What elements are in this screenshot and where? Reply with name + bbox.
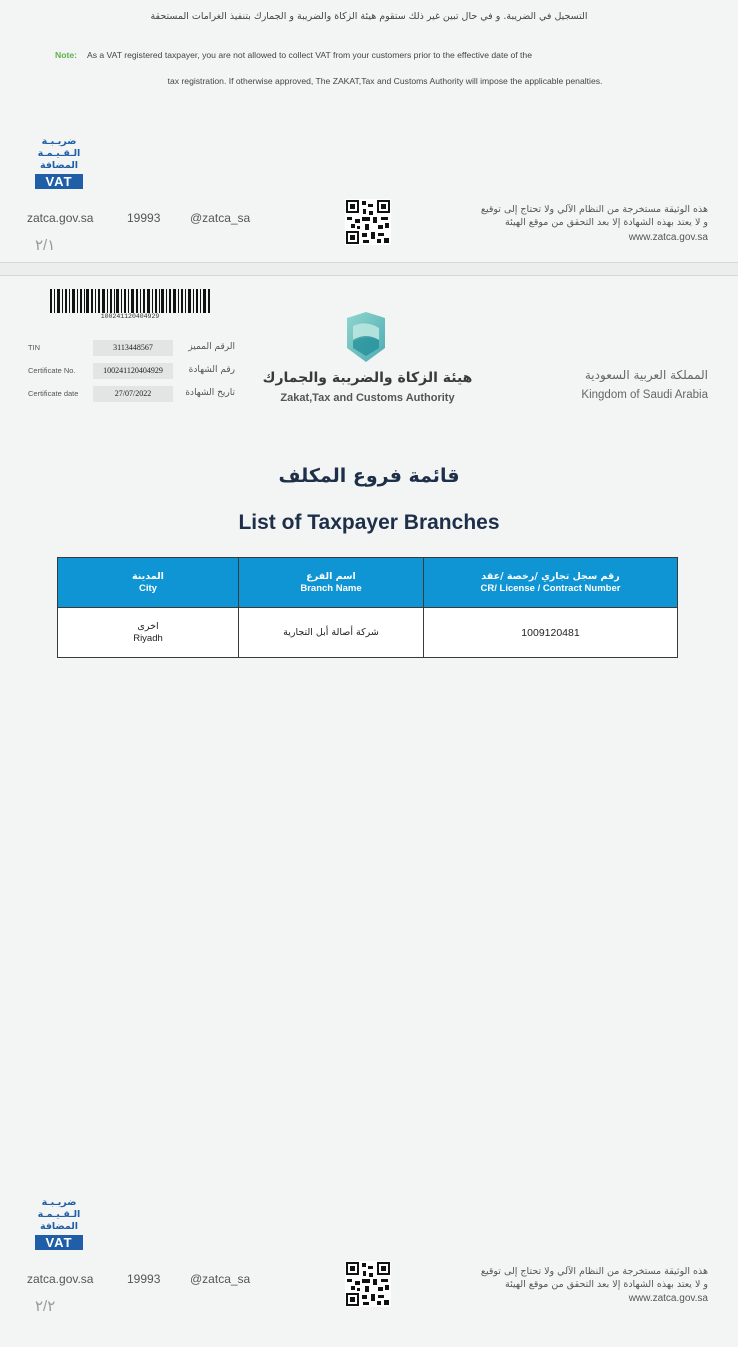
certificate-number-label: Certificate No.	[28, 366, 76, 375]
page-separator	[0, 262, 738, 276]
vat-note-line-1	[40, 50, 700, 60]
tin-label-ar: الرقم المميز	[188, 342, 235, 352]
branches-table	[57, 557, 678, 658]
tin-label: TIN	[28, 343, 41, 352]
vat-logo-mark: VAT	[35, 1235, 83, 1250]
note-text-1: As a VAT registered taxpayer, you are not allowed to collect VAT from your customers prior to the effective date of the	[86, 50, 532, 60]
vat-logo: ضريـبـة الـقـيـمـة المضافة VAT	[35, 136, 83, 189]
footer-phone[interactable]: 19993	[127, 1272, 161, 1286]
vat-logo-mark: VAT	[35, 174, 83, 189]
footer-disclaimer: هذه الوثيقة مستخرجة من النظام الآلي ولا تحتاج إلى توقيع و لا يعتد بهذه الشهادة إلا بعد التحقق من موقع الهيئة	[480, 1266, 708, 1290]
certificate-number-row	[28, 363, 243, 380]
kingdom-name-en: Kingdom of Saudi Arabia	[581, 389, 708, 401]
note-label: Note:	[55, 50, 77, 60]
page-number-1: ٢/١	[35, 237, 56, 254]
cell-city: اخرى Riyadh	[58, 608, 239, 658]
page-title-ar: قائمة فروع المكلف	[278, 465, 460, 487]
arabic-penalty-note: التسجيل في الضريبة. و في حال تبين غير ذلك ستقوم هيئة الزكاة والضريبة و الجمارك بتنفيذ الغرامات المستحقة	[150, 11, 588, 22]
certificate-date-row	[28, 386, 243, 403]
tin-value: 3113448567	[93, 340, 173, 356]
footer-website[interactable]: zatca.gov.sa	[27, 1272, 94, 1286]
qr-code-icon	[345, 199, 391, 245]
certificate-date-label: Certificate date	[28, 389, 79, 398]
page-title: List of Taxpayer Branches	[238, 511, 500, 534]
footer-twitter[interactable]: @zatca_sa	[190, 211, 251, 225]
cell-branch-name: شركة أصالة أبل التجارية	[239, 608, 424, 658]
zatca-logo-icon	[343, 310, 389, 364]
qr-code-icon	[345, 1261, 391, 1307]
certificate-number-value: 100241120404929	[93, 363, 173, 379]
page-number-2: ٢/٢	[35, 1298, 56, 1315]
authority-name-ar: هيئة الزكاة والضريبة والجمارك	[262, 370, 473, 386]
table-row	[58, 608, 678, 658]
column-header-cr-number: رقم سجل تجاري /رخصة /عقد CR/ License / Contract Number	[424, 558, 678, 608]
footer-disclaimer: هذه الوثيقة مستخرجة من النظام الآلي ولا تحتاج إلى توقيع و لا يعتد بهذه الشهادة إلا بعد التحقق من موقع الهيئة	[480, 204, 708, 228]
certificate-date-label-ar: تاريخ الشهادة	[185, 388, 235, 398]
tin-row	[28, 340, 243, 357]
kingdom-name-ar: المملكة العربية السعودية	[584, 368, 708, 382]
footer-phone[interactable]: 19993	[127, 211, 161, 225]
column-header-branch-name: اسم الفرع Branch Name	[239, 558, 424, 608]
footer-url[interactable]: www.zatca.gov.sa	[628, 1293, 708, 1304]
barcode-icon	[50, 289, 210, 313]
vat-logo: ضريـبـة الـقـيـمـة المضافة VAT	[35, 1197, 83, 1250]
certificate-date-value: 27/07/2022	[93, 386, 173, 402]
table-header-row	[58, 558, 678, 608]
footer-website[interactable]: zatca.gov.sa	[27, 211, 94, 225]
authority-name-en: Zakat,Tax and Customs Authority	[280, 392, 455, 404]
barcode-number: 100241120404929	[100, 313, 160, 320]
footer-twitter[interactable]: @zatca_sa	[190, 1272, 251, 1286]
cell-cr-number: 1009120481	[424, 608, 678, 658]
footer-url[interactable]: www.zatca.gov.sa	[628, 232, 708, 243]
certificate-number-label-ar: رقم الشهادة	[188, 365, 235, 375]
column-header-city: المدينة City	[58, 558, 239, 608]
vat-note-line-2: tax registration. If otherwise approved, The ZAKAT,Tax and Customs Authority will impose the applicable penalties.	[167, 76, 603, 86]
